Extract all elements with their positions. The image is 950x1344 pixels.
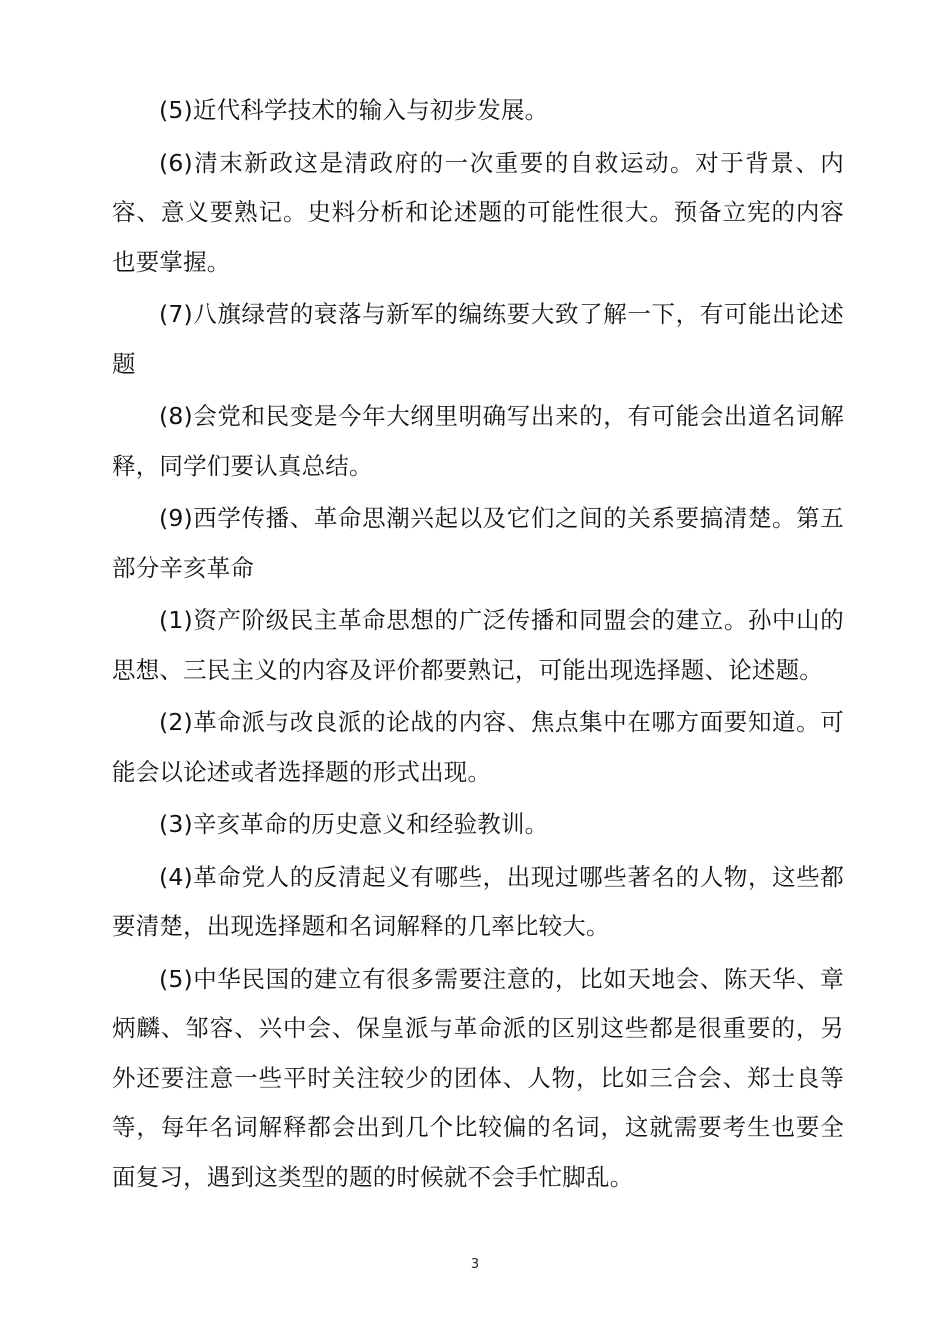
paragraph-5: (9)西学传播、革命思潮兴起以及它们之间的关系要搞清楚。第五部分辛亥革命 [112, 504, 844, 582]
page-number: 3 [470, 1257, 480, 1272]
document-body [112, 86, 844, 1205]
paragraph-7: (2)革命派与改良派的论战的内容、焦点集中在哪方面要知道。可能会以论述或者选择题的形式出现。 [112, 708, 844, 786]
paragraph-9: (4)革命党人的反清起义有哪些，出现过哪些著名的人物，这些都要清楚，出现选择题和名词解释的几率比较大。 [112, 862, 844, 940]
paragraph-10: (5)中华民国的建立有很多需要注意的，比如天地会、陈天华、章炳麟、邹容、兴中会、保皇派与革命派的区别这些都是很重要的，另外还要注意一些平时关注较少的团体、人物，比如三合会、郑士良等等，每年名词解释都会出到几个比较偏的名词，这就需要考生也要全面复习，遇到这类型的题的时候就不会手忙脚乱。 [112, 964, 844, 1191]
paragraph-4: (8)会党和民变是今年大纲里明确写出来的，有可能会出道名词解释，同学们要认真总结。 [112, 402, 844, 480]
paragraph-1: (5)近代科学技术的输入与初步发展。 [159, 96, 549, 124]
paragraph-8: (3)辛亥革命的历史意义和经验教训。 [159, 810, 549, 838]
paragraph-3: (7)八旗绿营的衰落与新军的编练要大致了解一下，有可能出论述题 [112, 300, 844, 378]
paragraph-2: (6)清末新政这是清政府的一次重要的自救运动。对于背景、内容、意义要熟记。史料分析和论述题的可能性很大。预备立宪的内容也要掌握。 [112, 148, 844, 276]
paragraph-6: (1)资产阶级民主革命思想的广泛传播和同盟会的建立。孙中山的思想、三民主义的内容及评价都要熟记，可能出现选择题、论述题。 [112, 606, 844, 684]
